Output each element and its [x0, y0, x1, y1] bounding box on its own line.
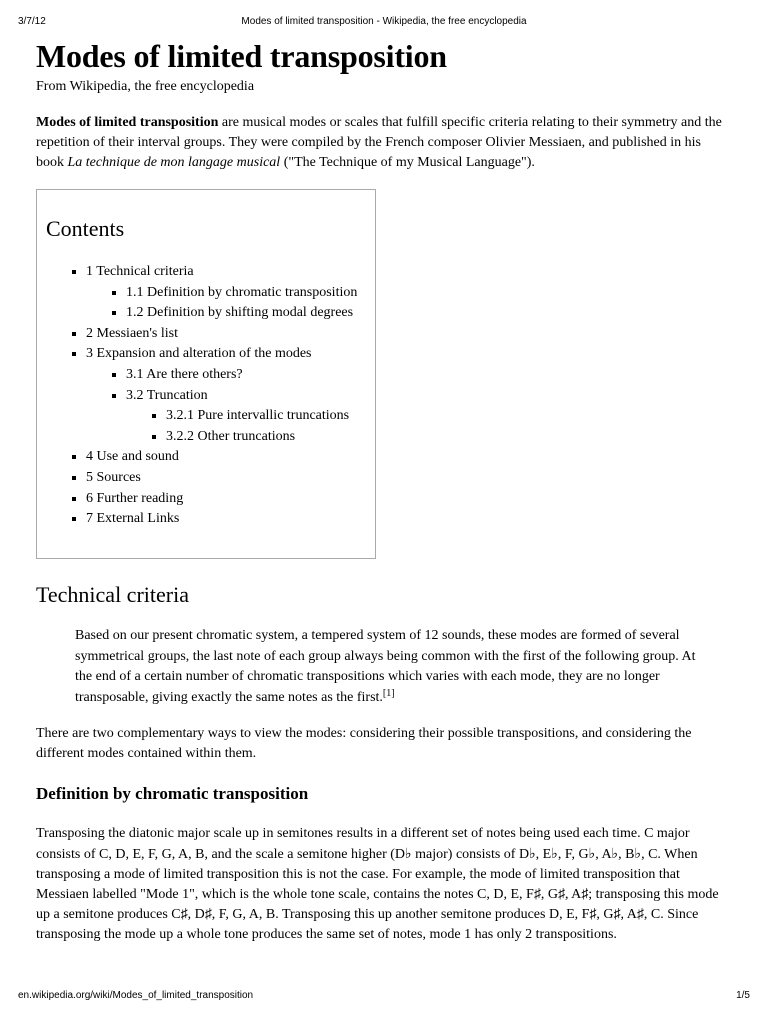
toc-item[interactable]: [86, 489, 375, 510]
toc-item[interactable]: [86, 468, 375, 489]
toc-item-label[interactable]: 6 Further reading: [86, 490, 184, 506]
toc-item-label[interactable]: 4 Use and sound: [86, 449, 179, 465]
toc-item[interactable]: [86, 509, 375, 530]
toc-item[interactable]: [86, 344, 375, 447]
toc-item-label[interactable]: 3.2.1 Pure intervallic truncations: [166, 408, 350, 424]
toc-item-label[interactable]: 1.1 Definition by chromatic transposition: [126, 284, 358, 300]
toc-item-label[interactable]: 7 External Links: [86, 511, 180, 527]
print-page-title: Modes of limited transposition - Wikipedia, the free encyclopedia: [241, 16, 527, 27]
quote-text: Based on our present chromatic system, a tempered system of 12 sounds, these modes are formed of several symmetrical groups, the last note of each group always being common with the first of the following group. At the end of a certain number of chromatic transpositions which varies with each mode, they are no longer transposable, giving exactly the same notes as the first.: [75, 628, 696, 705]
toc-item-label[interactable]: 3.2 Truncation: [126, 387, 208, 403]
technical-paragraph: There are two complementary ways to view the modes: considering their possible transpositions, and considering the different modes contained within them.: [36, 726, 692, 762]
messiaen-quote: [75, 626, 715, 708]
table-of-contents: [36, 189, 376, 559]
toc-item[interactable]: [126, 303, 375, 324]
toc-list: [46, 262, 375, 530]
toc-item[interactable]: [86, 324, 375, 345]
toc-item[interactable]: [126, 365, 375, 386]
page-title: Modes of limited transposition: [36, 38, 447, 74]
subsection-heading-chromatic: Definition by chromatic transposition: [36, 784, 309, 804]
print-page-number: 1/5: [736, 990, 750, 1001]
toc-item-label[interactable]: 3.1 Are there others?: [126, 366, 243, 382]
toc-item[interactable]: [166, 427, 375, 448]
page-subtitle: From Wikipedia, the free encyclopedia: [36, 79, 255, 94]
print-footer: [0, 990, 768, 1004]
print-url: en.wikipedia.org/wiki/Modes_of_limited_transposition: [18, 990, 254, 1001]
article-content: [36, 30, 726, 946]
toc-title: Contents: [46, 216, 125, 241]
intro-paragraph: [36, 113, 726, 173]
toc-item[interactable]: [86, 447, 375, 468]
toc-item[interactable]: [126, 386, 375, 448]
book-title-link[interactable]: La technique de mon langage musical: [67, 155, 281, 170]
toc-item-label[interactable]: 3.2.2 Other truncations: [166, 428, 296, 444]
toc-item-label[interactable]: 3 Expansion and alteration of the modes: [86, 346, 312, 362]
citation-link[interactable]: [1]: [382, 687, 395, 699]
intro-text-a: are musical modes or scales that fulfill specific criteria relating to their symmetry and the repetition of their interval groups. They were compiled by the French composer Olivier Messiaen, and published in his book: [36, 115, 722, 170]
toc-item-label[interactable]: 1.2 Definition by shifting modal degrees: [126, 305, 354, 321]
toc-item[interactable]: [86, 262, 375, 324]
toc-item[interactable]: [126, 283, 375, 304]
toc-item-label[interactable]: 2 Messiaen's list: [86, 325, 178, 341]
print-header: [0, 16, 768, 30]
toc-item-label[interactable]: 1 Technical criteria: [86, 264, 194, 279]
print-date: 3/7/12: [18, 16, 46, 27]
toc-item-label[interactable]: 5 Sources: [86, 469, 141, 485]
chromatic-paragraph: Transposing the diatonic major scale up in semitones results in a different set of notes being used each time. C major consists of C, D, E, F, G, A, B, and the scale a semitone higher (D♭ major) consists of D♭, E♭, F, G♭, A♭, B♭, C. When transposing a mode of limited transposition this is not the case. For example, the mode of limited transposition that Messiaen labelled "Mode 1", which is the whole tone scale, contains the notes C, D, E, F♯, G♯, A♯; transposing this mode up a semitone produces C♯, D♯, F, G, A, B. Transposing this up another semitone produces D, E, F♯, G♯, A♯, C. Since transposing the mode up a whole tone produces the same set of notes, mode 1 has only 2 transpositions.: [36, 826, 719, 943]
section-heading-technical-criteria: Technical criteria: [36, 582, 189, 607]
intro-text-b: ("The Technique of my Musical Language").: [280, 155, 535, 170]
toc-item[interactable]: [166, 406, 375, 427]
intro-bold-term: Modes of limited transposition: [36, 115, 219, 130]
